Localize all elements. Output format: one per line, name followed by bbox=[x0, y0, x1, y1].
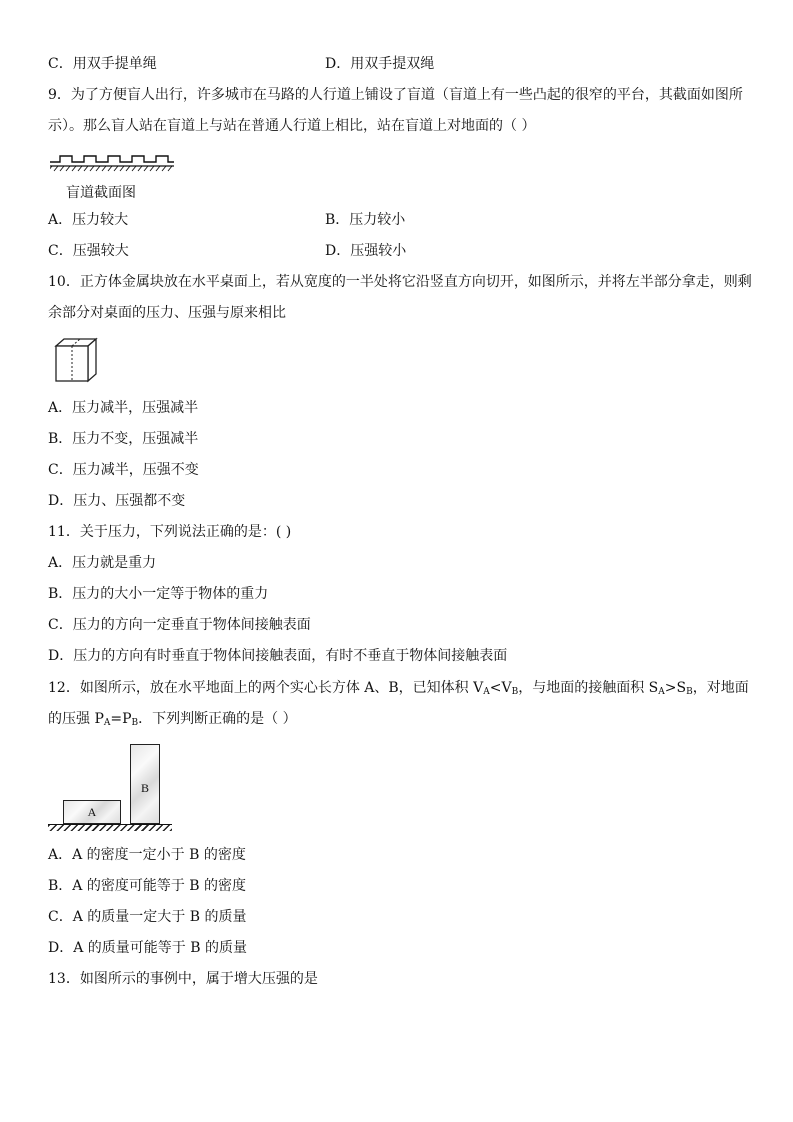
q10-stem-line2: 余部分对桌面的压力、压强与原来相比 bbox=[48, 305, 286, 321]
cube-cut-figure bbox=[52, 336, 102, 384]
q12-stem-line2: 的压强 $P_A=P_B$．下列判断正确的是（ ） bbox=[48, 711, 297, 728]
blocks-a-b-figure bbox=[48, 740, 174, 830]
block-a-label: A bbox=[87, 804, 97, 819]
q9-stem-line1: 9．为了方便盲人出行，许多城市在马路的人行道上铺设了盲道（盲道上有一些凸起的很窄的平台，其截面如图所 bbox=[48, 87, 743, 103]
q9-option-b: B．压力较小 bbox=[325, 212, 406, 228]
q10-stem-line1: 10．正方体金属块放在水平桌面上，若从宽度的一半处将它沿竖直方向切开，如图所示，并将左半部分拿走，则剩 bbox=[48, 274, 752, 290]
q11-stem: 11．关于压力，下列说法正确的是：( ) bbox=[48, 524, 292, 540]
q8-option-c: C．用双手提单绳 bbox=[48, 56, 157, 72]
q8-option-d: D．用双手提双绳 bbox=[325, 56, 435, 72]
block-b-label: B bbox=[140, 781, 149, 795]
blind-path-section-figure bbox=[50, 152, 180, 172]
q11-option-d: D．压力的方向有时垂直于物体间接触表面，有时不垂直于物体间接触表面 bbox=[48, 648, 508, 664]
q12-option-a: A．A 的密度一定小于 B 的密度 bbox=[48, 847, 246, 863]
q9-figure-caption: 盲道截面图 bbox=[66, 185, 136, 201]
block-a bbox=[63, 800, 121, 824]
q10-option-c: C．压力减半，压强不变 bbox=[48, 462, 199, 478]
block-b bbox=[130, 744, 160, 824]
q10-option-d: D．压力、压强都不变 bbox=[48, 493, 186, 509]
q12-option-c: C．A 的质量一定大于 B 的质量 bbox=[48, 909, 247, 925]
ground-line bbox=[48, 824, 172, 831]
q11-option-b: B．压力的大小一定等于物体的重力 bbox=[48, 586, 269, 602]
q10-option-a: A．压力减半，压强减半 bbox=[48, 400, 199, 416]
q9-option-a: A．压力较大 bbox=[48, 212, 129, 228]
q10-option-b: B．压力不变，压强减半 bbox=[48, 431, 199, 447]
q9-option-d: D．压强较小 bbox=[325, 243, 407, 259]
q11-option-a: A．压力就是重力 bbox=[48, 555, 157, 571]
q13-stem: 13．如图所示的事例中，属于增大压强的是 bbox=[48, 971, 318, 987]
q11-option-c: C．压力的方向一定垂直于物体间接触表面 bbox=[48, 617, 311, 633]
q12-option-b: B．A 的密度可能等于 B 的密度 bbox=[48, 878, 247, 894]
q9-option-c: C．压强较大 bbox=[48, 243, 129, 259]
q9-stem-line2: 示）。那么盲人站在盲道上与站在普通人行道上相比，站在盲道上对地面的（ ） bbox=[48, 118, 536, 134]
q12-stem-line1: 12．如图所示，放在水平地面上的两个实心长方体 A、B，已知体积 $V_A<V_B$，与地面的接触面积 $S_A>S_B$，对地面 bbox=[48, 680, 749, 697]
q12-option-d: D．A 的质量可能等于 B 的质量 bbox=[48, 940, 247, 956]
